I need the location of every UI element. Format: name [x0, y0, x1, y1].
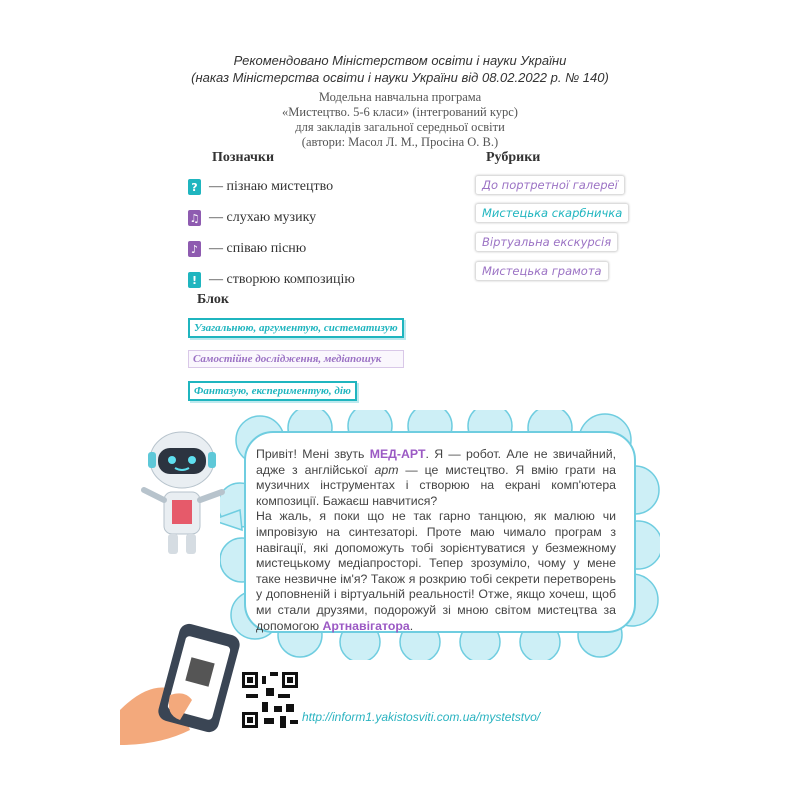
- recommendation-line-2: (наказ Міністерства освіти і науки України від 08.02.2022 р. № 140): [191, 70, 609, 85]
- block-generalize: Узагальнюю, аргументую, систематизую: [188, 318, 404, 338]
- legend-label: — пізнаю мистецтво: [209, 179, 334, 194]
- program-line-1: Модельна навчальна програма: [318, 90, 482, 104]
- block-self-research: Самостійне дослідження, медіапошук: [188, 350, 404, 368]
- exclamation-icon: !: [188, 272, 201, 288]
- legend-title: Позначки: [212, 150, 275, 165]
- legend-item: [188, 241, 306, 257]
- block-fantasize: Фантазую, експериментую, дію: [188, 381, 357, 401]
- legend-label: — співаю пісню: [209, 241, 307, 256]
- rubrics-title: Рубрики: [486, 150, 541, 165]
- music-note-icon: ♪: [188, 241, 201, 257]
- question-icon: ?: [188, 179, 201, 195]
- hand-with-phone-illustration: [120, 620, 245, 745]
- legend-label: — слухаю музику: [209, 210, 317, 225]
- rubric-portrait-gallery: До портретної галереї: [475, 175, 625, 195]
- qr-code[interactable]: [242, 672, 298, 728]
- program-line-3: для закладів загальної середньої освіти: [295, 120, 505, 134]
- program-line-4: (автори: Масол Л. М., Просіна О. В.): [301, 135, 499, 149]
- rubric-art-treasury: Мистецька скарбничка: [475, 203, 629, 223]
- resource-link[interactable]: http://inform1.yakistosviti.com.ua/mystetstvo/: [302, 710, 541, 724]
- recommendation-line-1: Рекомендовано Міністерством освіти і науки України: [233, 53, 567, 68]
- robot-illustration: [130, 420, 240, 565]
- legend-item: [188, 272, 355, 288]
- legend-label: — створюю композицію: [209, 272, 355, 287]
- robot-name: МЕД-АРТ: [369, 447, 426, 461]
- robot-greeting-text: Привіт! Мені звуть МЕД-АРТ. Я — робот. Але не звичайний, адже з англійської арт — це мистецтво. Я вмію грати на музичних інструментах і створюю на екрані комп'ютера композиції. Бажаєш навчитися? На жаль, я поки що не так гарно танцюю, як малюю чи імпровізую на синтезаторі. Проте маю чимало програм з навігації, які допоможуть тобі зорієнтуватися у безмежному мистецькому медіапросторі. Тепер зрозуміло, чому у мене таке незвичне ім'я? Також я розкрию тобі секрети перетворень у доповненій і віртуальній реальності! Отже, якщо хочеш, щоб ми стали друзями, подорожуй зі мною світом мистецтва за допомогою Артнавігатора.: [256, 447, 616, 633]
- headphones-icon: ♫: [189, 211, 200, 225]
- rubric-virtual-tour: Віртуальна екскурсія: [475, 232, 618, 252]
- program-line-2: «Мистецтво. 5-6 класи» (інтегрований курс): [282, 105, 518, 119]
- legend-item: [188, 210, 316, 226]
- artnavigator-name: Артнавігатора: [322, 618, 410, 633]
- blocks-title: Блок: [197, 292, 229, 307]
- rubric-art-literacy: Мистецька грамота: [475, 261, 609, 281]
- legend-item: [188, 179, 333, 195]
